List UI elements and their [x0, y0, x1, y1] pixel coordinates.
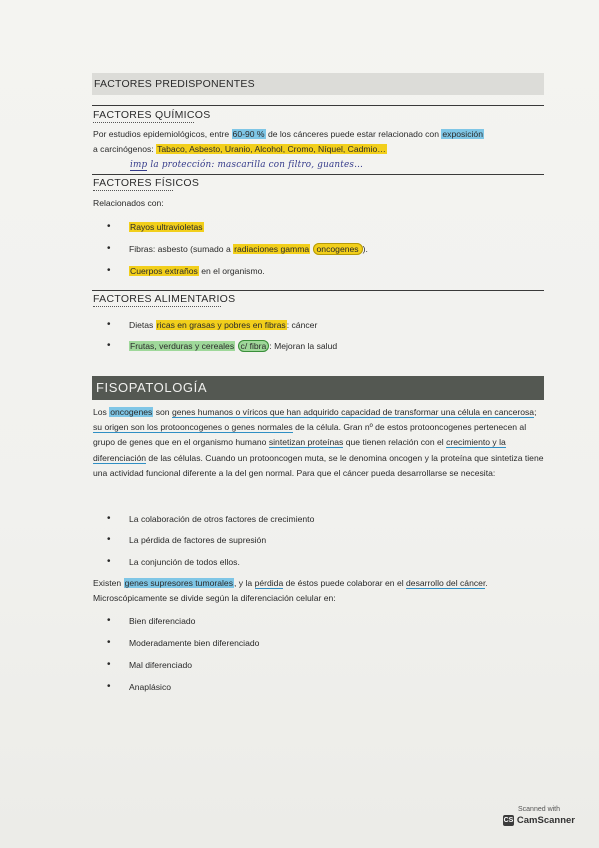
highlight-text: Rayos ultravioletas	[130, 222, 203, 232]
dotted-underline	[93, 122, 194, 123]
text: son	[153, 407, 172, 417]
circled-fibra: c/ fibra	[238, 340, 270, 352]
highlight-text: radiaciones gamma	[234, 244, 310, 254]
handwritten-text: la protección: mascarilla con filtro, guantes…	[147, 160, 364, 170]
subheading-alimentarios	[93, 293, 235, 307]
list-item	[108, 680, 171, 694]
dotted-underline	[93, 306, 221, 307]
subheading-quimicos	[93, 109, 211, 123]
paragraph-quimicos	[93, 127, 545, 156]
highlight-green: Frutas, verduras y cereales	[130, 341, 235, 351]
text: Por estudios epidemiológicos, entre	[93, 129, 232, 139]
underlined-text: su origen son los protooncogenes o genes normales	[93, 422, 293, 433]
subheading-text: FACTORES QUÍMICOS	[93, 109, 211, 121]
text: de las células. Cuando un protooncogen muta, se le denomina oncogen y la proteína que sintetiza tiene una actividad funcional diferente a la del gen normal. Para que el cáncer pueda desarrollarse se necesita:	[93, 452, 544, 478]
highlight-carcinogenos: Tabaco, Asbesto, Uranio, Alcohol, Cromo, Níquel, Cadmio…	[157, 143, 386, 154]
list-item	[108, 264, 265, 278]
text: de éstos puede colaborar en el	[283, 578, 407, 588]
underlined-text: genes humanos o víricos que han adquirido capacidad de transformar una célula en cancerosa	[171, 407, 535, 417]
divider	[92, 174, 544, 175]
text: Fibras: asbesto (sumado a	[129, 244, 234, 254]
paragraph-supresores	[93, 576, 545, 606]
list-item	[108, 555, 240, 569]
underlined-text: crecimiento y la diferenciación	[93, 437, 506, 463]
scanner-watermark	[503, 806, 575, 826]
text: de la célula. Gran nº de estos protooncogenes pertenecen al grupo de genes que en el organismo humano	[93, 422, 527, 448]
text: . Microscópicamente se divide según la diferenciación celular en:	[93, 578, 488, 604]
text: a carcinógenos:	[93, 143, 157, 154]
text: Existen	[93, 578, 124, 588]
paragraph-oncogenes	[93, 405, 545, 481]
section-title: FISOPATOLOGÍA	[96, 380, 208, 395]
highlight-supresores: genes supresores tumorales	[124, 578, 234, 588]
highlight-percentage: 60-90 %	[232, 129, 265, 139]
watermark-logo	[503, 815, 575, 826]
list-item	[108, 339, 337, 353]
highlight-exposicion: exposición	[442, 129, 483, 139]
text: en el organismo.	[198, 266, 265, 276]
highlight-text: Cuerpos extraños	[130, 266, 198, 276]
underlined-text: sintetizan proteínas	[268, 437, 344, 448]
text: , y la	[234, 578, 255, 588]
list-text: La conjunción de todos ellos.	[129, 557, 240, 567]
watermark-brand: CamScanner	[516, 815, 575, 826]
list-text: Moderadamente bien diferenciado	[129, 638, 260, 648]
text: : cáncer	[286, 320, 318, 330]
text: ;	[534, 407, 537, 417]
underlined-text: desarrollo del cáncer	[406, 578, 486, 588]
text: Los	[93, 407, 110, 417]
watermark-line: Scanned with	[517, 806, 561, 813]
list-item	[108, 318, 317, 332]
highlight-text: ricas en grasas y pobres en fibras	[156, 320, 286, 330]
list-item	[108, 658, 192, 672]
text: : Mejoran la salud	[269, 341, 338, 351]
divider	[92, 105, 544, 106]
text: de los cánceres puede estar relacionado con	[265, 129, 442, 139]
list-item	[108, 636, 259, 650]
circled-perdida: pérdida	[254, 578, 284, 588]
text: Dietas	[129, 320, 156, 330]
handwritten-imp: imp	[130, 160, 148, 170]
subheading-text: FACTORES ALIMENTARIOS	[93, 293, 236, 305]
subheading-fisicos	[93, 177, 199, 191]
camscanner-icon: CS	[503, 817, 514, 824]
paragraph-fisicos-intro: Relacionados con:	[93, 198, 164, 208]
list-text: La pérdida de factores de supresión	[129, 535, 267, 545]
handwritten-note	[130, 160, 363, 170]
list-item	[108, 220, 204, 234]
highlight-oncogenes: oncogenes	[110, 407, 153, 417]
divider	[92, 290, 544, 291]
circled-oncogenes: oncogenes	[313, 243, 363, 255]
text: ).	[362, 244, 368, 254]
list-item	[108, 614, 195, 628]
list-text: Anaplásico	[129, 682, 172, 692]
subheading-text: FACTORES FÍSICOS	[93, 177, 200, 189]
list-text: Mal diferenciado	[129, 660, 193, 670]
dotted-underline	[93, 190, 173, 191]
section-title: FACTORES PREDISPONENTES	[94, 78, 255, 90]
list-item	[108, 242, 368, 256]
text: que tienen relación con el	[343, 437, 447, 448]
section-band-fisiopatologia	[92, 376, 544, 400]
list-text: Bien diferenciado	[129, 616, 196, 626]
list-text: La colaboración de otros factores de crecimiento	[129, 514, 315, 524]
list-item	[108, 512, 314, 526]
list-item	[108, 533, 266, 547]
section-band-factores	[92, 73, 544, 95]
